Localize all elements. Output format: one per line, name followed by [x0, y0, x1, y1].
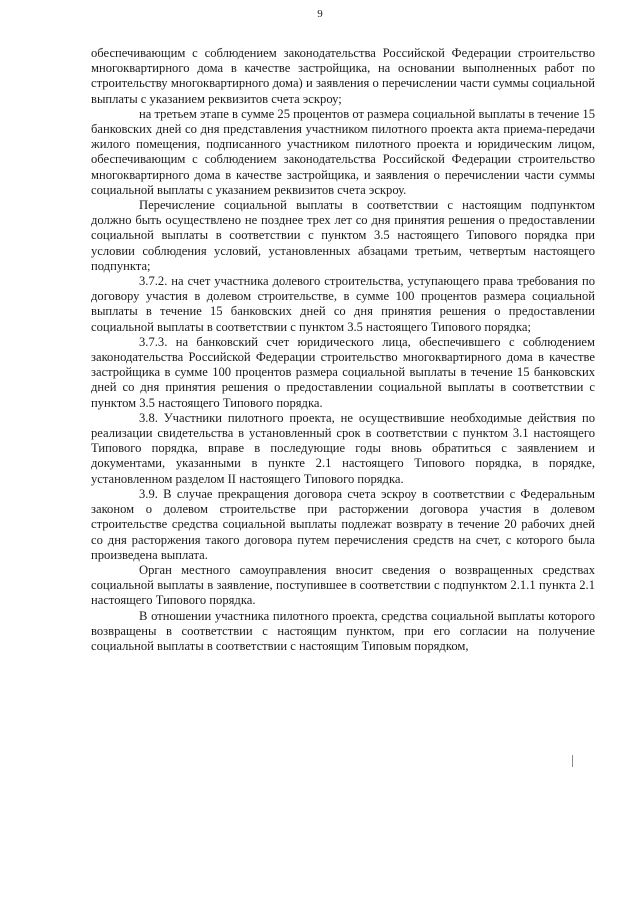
paragraph: Перечисление социальной выплаты в соответствии с настоящим подпунктом должно быть осуществлено не позднее трех лет со дня принятия решения о предоставлении социальной выплаты в соответствии с пунктом 3.5 настоящего Типового порядка при условии соблюдения условий, установленных абзацами третьим, четвертым настоящего подпункта; — [91, 198, 595, 273]
paragraph: 3.9. В случае прекращения договора счета эскроу в соответствии с Федеральным законом о долевом строительстве при расторжении договора участия в долевом строительстве средства социальной выплаты подлежат возврату в течение 20 рабочих дней со дня расторжения такого договора путем перечисления средств на счет, с которого была произведена выплата. — [91, 486, 595, 562]
paragraph: на третьем этапе в сумме 25 процентов от размера социальной выплаты в течение 15 банковских дней со дня представления участником пилотного проекта акта приема-передачи жилого помещения, подписанного участником пилотного проекта и юридическим лицом, обеспечивающим с соблюдением законодательства Российской Федерации строительство многоквартирного дома в качестве застройщика, и заявления о перечислении части суммы социальной выплаты с указанием реквизитов счета эскроу. — [91, 106, 595, 197]
document-body — [91, 46, 595, 654]
paragraph: 3.7.2. на счет участника долевого строительства, уступающего права требования по договору участия в долевом строительстве, в сумме 100 процентов размера социальной выплаты в течение 15 банковских дней со дня принятия решения о предоставлении социальной выплаты в соответствии с пунктом 3.5 настоящего Типового порядка; — [91, 274, 595, 334]
paragraph: обеспечивающим с соблюдением законодательства Российской Федерации строительство многоквартирного дома в качестве застройщика, на основании выполненных работ по строительству многоквартирного дома) и заявления о перечислении части суммы социальной выплаты с указанием реквизитов счета эскроу; — [91, 46, 595, 106]
page-number: 9 — [317, 8, 323, 20]
paragraph: Орган местного самоуправления вносит сведения о возвращенных средствах социальной выплаты в заявление, поступившее в соответствии с подпунктом 2.1.1 пункта 2.1 настоящего Типового порядка. — [91, 562, 595, 608]
paragraph: 3.8. Участники пилотного проекта, не осуществившие необходимые действия по реализации свидетельства в установленный срок в соответствии с пунктом 3.1 настоящего Типового порядка, вправе в последующие годы вновь обратиться с заявлением и документами, указанными в пункте 2.1 настоящего Типового порядка, в порядке, установленном разделом II настоящего Типового порядка. — [91, 410, 595, 486]
paragraph: В отношении участника пилотного проекта, средства социальной выплаты которого возвращены в соответствии с настоящим пунктом, при его согласии на получение социальной выплаты в соответствии с настоящим Типовым порядком, — [91, 608, 595, 653]
paragraph: 3.7.3. на банковский счет юридического лица, обеспечившего с соблюдением законодательства Российской Федерации строительство многоквартирного дома в качестве застройщика в сумме 100 процентов размера социальной выплаты в течение 15 банковских дней со дня принятия решения о предоставлении социальной выплаты в соответствии с пунктом 3.5 настоящего Типового порядка. — [91, 334, 595, 410]
scan-artifact-mark — [572, 755, 573, 767]
